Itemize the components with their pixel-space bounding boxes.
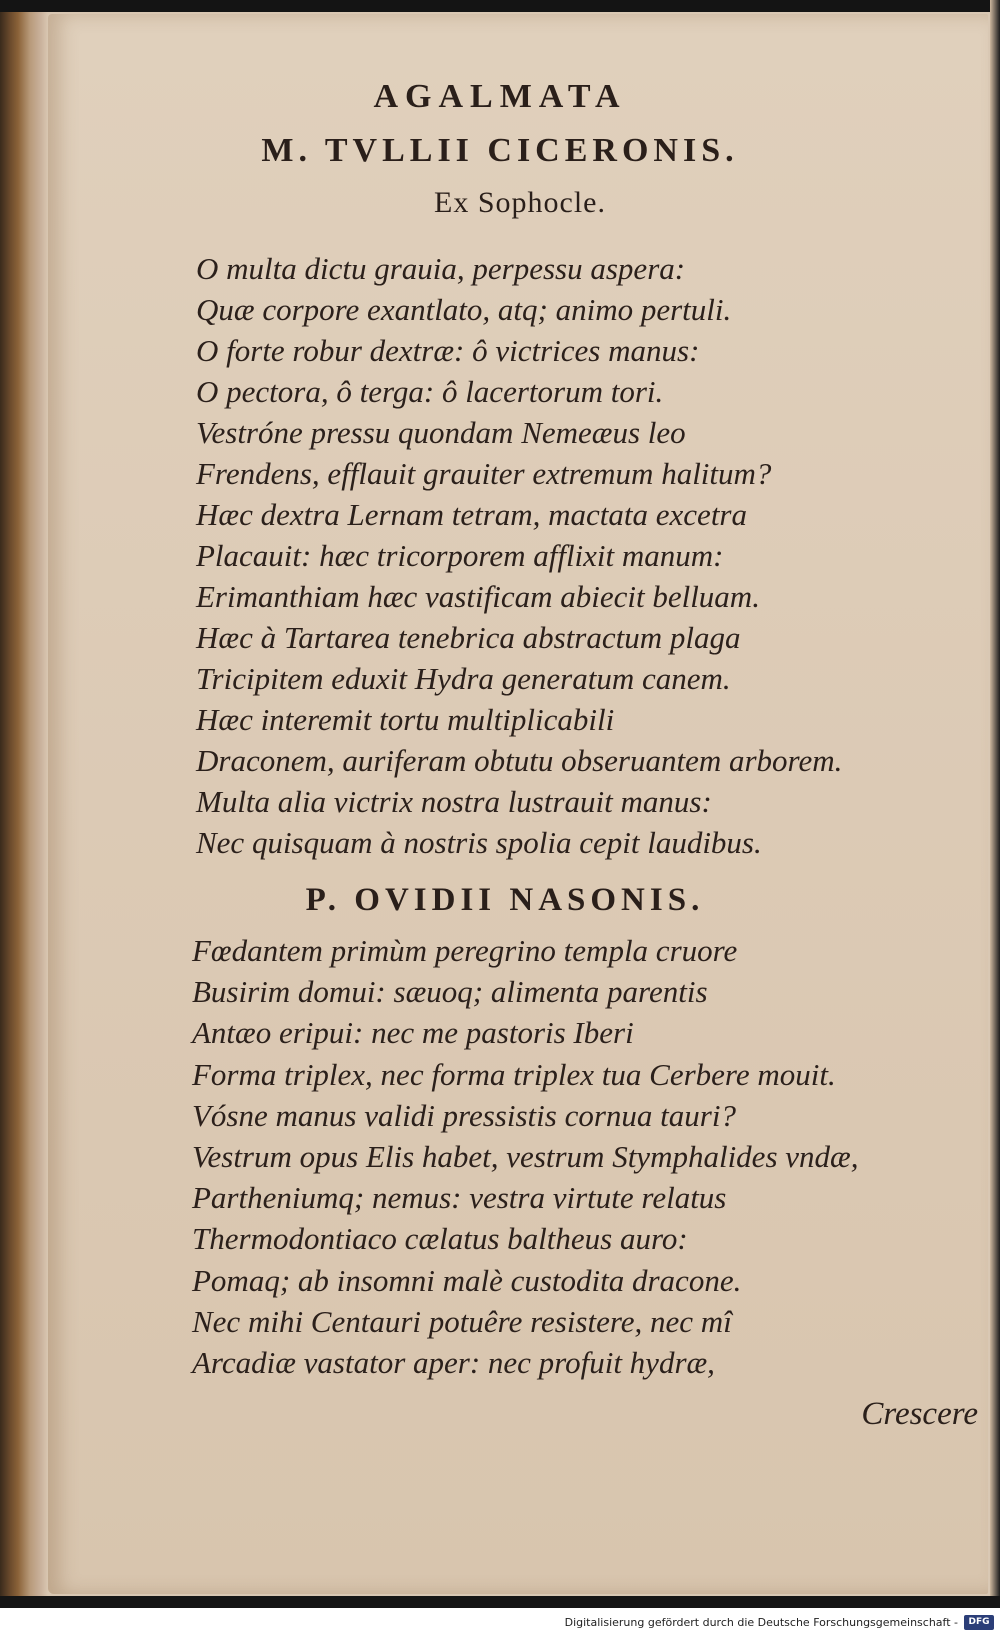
scan-bottom-edge [0,1596,1000,1608]
verse-line: Hæc dextra Lernam tetram, mactata excetra [196,497,747,532]
verse-line: Nec mihi Centauri potuêre resistere, nec mî [192,1303,732,1339]
verse-line: Pomaq; ab insomni malè custodita dracone. [192,1262,742,1298]
verse-line: Vestróne pressu quondam Nemeæus leo [196,415,686,450]
verse-line: Thermodontiaco cælatus baltheus auro: [192,1221,688,1257]
subtitle-ex-sophocle: Ex Sophocle. [434,186,606,219]
verse-line: Partheniumq; nemus: vestra virtute relatus [192,1180,727,1216]
verse-line: Frendens, efflauit grauiter extremum halitum? [196,456,772,491]
verse-line: Draconem, auriferam obtutu obseruantem arborem. [196,743,843,778]
verse-line: Placauit: hæc tricorporem afflixit manum: [196,538,724,573]
verse-line: Forma triplex, nec forma triplex tua Cerbere mouit. [192,1056,836,1092]
verse-line: O pectora, ô terga: ô lacertorum tori. [196,374,664,409]
scan-right-edge [990,0,1000,1608]
dfg-logo-icon: DFG [964,1615,994,1630]
verse-line: Quæ corpore exantlato, atq; animo pertuli. [196,292,732,327]
verse-line: O forte robur dextræ: ô victrices manus: [196,333,700,368]
ovid-verse [192,930,858,1383]
verse-line: O multa dictu grauia, perpessu aspera: [196,251,686,286]
verse-line: Hæc interemit tortu multiplicabili [196,702,615,737]
footer-credit: Digitalisierung gefördert durch die Deutsche Forschungsgemeinschaft - [564,1616,958,1629]
verse-line: Nec quisquam à nostris spolia cepit laudibus. [196,825,762,860]
verse-line: Erimanthiam hæc vastificam abiecit belluam. [196,579,760,614]
catchword: Crescere [861,1396,978,1432]
verse-line: Vestrum opus Elis habet, vestrum Stymphalides vndæ, [192,1139,859,1175]
title-agalmata: AGALMATA [373,78,627,115]
verse-line: Hæc à Tartarea tenebrica abstractum plaga [196,620,741,655]
verse-line: Multa alia victrix nostra lustrauit manus: [196,784,712,819]
verse-line: Antæo eripui: nec me pastoris Iberi [192,1015,634,1051]
verse-line: Busirim domui: sæuoq; alimenta parentis [192,974,708,1010]
verse-line: Arcadiæ vastator aper: nec profuit hydræ, [192,1345,715,1381]
verse-line: Vósne manus validi pressistis cornua tauri? [192,1097,736,1133]
title-cicero: M. TVLLII CICERONIS. [261,132,739,169]
verse-line: Tricipitem eduxit Hydra generatum canem. [196,661,731,696]
verse-line: Fœdantem primùm peregrino templa cruore [192,933,738,968]
cicero-verse [196,248,842,863]
scan-top-edge [0,0,1000,12]
section-heading-ovid: P. OVIDII NASONIS. [305,882,705,918]
footer-bar [0,1612,1000,1636]
